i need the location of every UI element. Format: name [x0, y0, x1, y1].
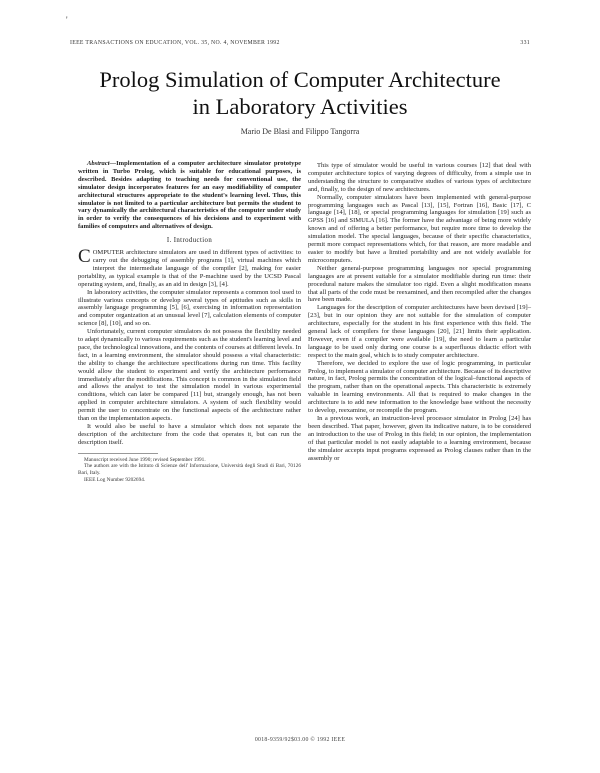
footnotes	[78, 457, 301, 483]
page-number: 331	[520, 40, 530, 46]
author-list: Mario De Blasi and Filippo Tangorra	[240, 127, 360, 136]
footnote-log-number: IEEE Log Number 9202694.	[84, 476, 146, 483]
body-paragraph-2: Normally, computer simulators have been implemented with general-purpose programming languages such as Pascal [13], [15], Fortran [16], Basic [17], C language [14], [18], or special programming languages for simulation [19] such as GPSS [16] and SIMULA [16]. The former have the advantage of being more widely known and of offering a better performance, but require more time to develop the simulation model. The special languages, because of their specific characteristics, permit more compact representations which, for that reason, are more readable and easier to modify but have a limited portability and are not widely available for microcomputers.	[308, 193, 531, 264]
body-paragraph-6: In a previous work, an instruction-level processor simulator in Prolog [24] has been described. That paper, however, given its indicative nature, is to be considered an introduction to the use of Prolog in this field; in our opinion, the implementation of that particular model is not easily adaptable to a learning environment, because the simulator accepts input programs expressed as Prolog clauses rather than in the assembly or	[308, 415, 531, 462]
abstract-label: Abstract—	[87, 160, 117, 167]
title-line-1: Prolog Simulation of Computer Architecture	[99, 67, 501, 92]
body-paragraph-5: Therefore, we decided to explore the use of logic programming, in particular Prolog, to implement a simulator of computer architecture. Because of its descriptive nature, in fact, Prolog permits the concentration of the logical–functional aspects of the program, rather than on the operational aspects. This characteristic is extremely valuable in learning environments. All that is required to make changes in the architecture is to add new information to the knowledge base without the necessity to develop, reexamine, or recompile the program.	[308, 359, 531, 415]
intro-paragraph-3: Unfortunately, current computer simulators do not possess the flexibility needed to adapt dynamically to various requirements such as the student's learning level and pace, the technological innovations, and the contents of courses at different levels. In fact, in a learning environment, the simulator should possess a vital characteristic: the ability to change the architecture specifications during run time. This facility would allow the student to experiment and verify the architecture performance immediately after the modifications. This concept is common in the simulation field and allows the analyst to test the simulation model in various experimental conditions, which can later be compared [11] but, strangely enough, has not been applied in computer architecture simulators. A system of such flexibility would permit the user to concentrate on the functional aspects of the architecture rather than on the implementation aspects.	[78, 328, 301, 423]
body-paragraph-3: Neither general-purpose programming languages nor special programming languages are at present suitable for a simulator modifiable during run time: their procedural nature makes the simulator too rigid. Even a slight modification means that all parts of the code must be reexamined, and then recompiled after the changes have been made.	[308, 264, 531, 304]
copyright-footer: 0018-9359/92$03.00 © 1992 IEEE	[254, 737, 346, 743]
right-column	[308, 162, 531, 462]
intro-paragraph-4: It would also be useful to have a simulator which does not separate the description of the architecture from the code that operates it, but can run the description itself.	[78, 423, 301, 446]
page-corner-mark: '	[66, 15, 68, 25]
left-column	[78, 160, 301, 483]
abstract-text: Implementation of a computer architecture simulator prototype written in Turbo Prolog, which is suitable for educational purposes, is described. Besides adapting to teaching needs for conventional use, the simulator design incorporates features for an easy modifiability of computer architectural structures appropriate to the student's learning level. Thus, this simulator is not limited to a particular architecture but permits the student to vary dynamically the architectural characteristics of the computer under study in order to verify the consequences of his decisions and to experiment with families of computers and alternatives of design.	[78, 160, 301, 231]
footnote-received: Manuscript received June 1990; revised September 1991.	[84, 456, 206, 463]
intro-paragraph-2: In laboratory activities, the computer simulator represents a common tool used to illustrate various concepts or develop several types of aptitudes such as skills in assembly language programming [5], [6], exercising in information representation and computer organization at an unusual level [7], calculation elements of computer science [8], [10], and so on.	[78, 288, 301, 328]
drop-cap: C	[78, 246, 91, 268]
body-paragraph-4: Languages for the description of computer architectures have been devised [19]–[23], but in our opinion they are not suitable for the simulation of computer architecture, especially for the student in his first experience with this field. The general lack of compilers for these languages [20], [21] limits their application. However, even if a compiler were available [19], the need to learn a particular language to be used only during one course is a superfluous didactic effort with respect to the main goal, which is to study computer architecture.	[308, 304, 531, 359]
abstract-paragraph	[78, 160, 301, 231]
body-paragraph-1: This type of simulator would be useful in various courses [12] that deal with computer architecture topics of varying degrees of difficulty, from a simple use in understanding the structure to comparative studies of various types of architecture and, finally, to the design of new architectures.	[308, 162, 531, 193]
intro-paragraph-1	[78, 246, 301, 289]
section-heading: I. Introduction	[166, 237, 213, 245]
running-header	[70, 40, 530, 46]
paper-title	[70, 66, 530, 120]
abstract	[78, 160, 301, 231]
title-line-2: in Laboratory Activities	[192, 94, 408, 119]
journal-name: IEEE TRANSACTIONS ON EDUCATION, VOL. 35, NO. 4, NOVEMBER 1992	[70, 40, 280, 46]
intro-paragraph-1-text: OMPUTER architecture simulators are used in different types of activities: to carry out the debugging of assembly programs [1], virtual machines which interpret the intermediate language of the compiler [2], making for easier portability, as typical example is that of the P-machine used by the UCSD Pascal operating system, and, finally, as an aid in design [3], [4].	[78, 249, 301, 288]
footnote-affiliation: The authors are with the Istituto di Scienze dell' Informazione, Università degli Studi di Bari, 70126 Bari, Italy.	[78, 463, 301, 476]
